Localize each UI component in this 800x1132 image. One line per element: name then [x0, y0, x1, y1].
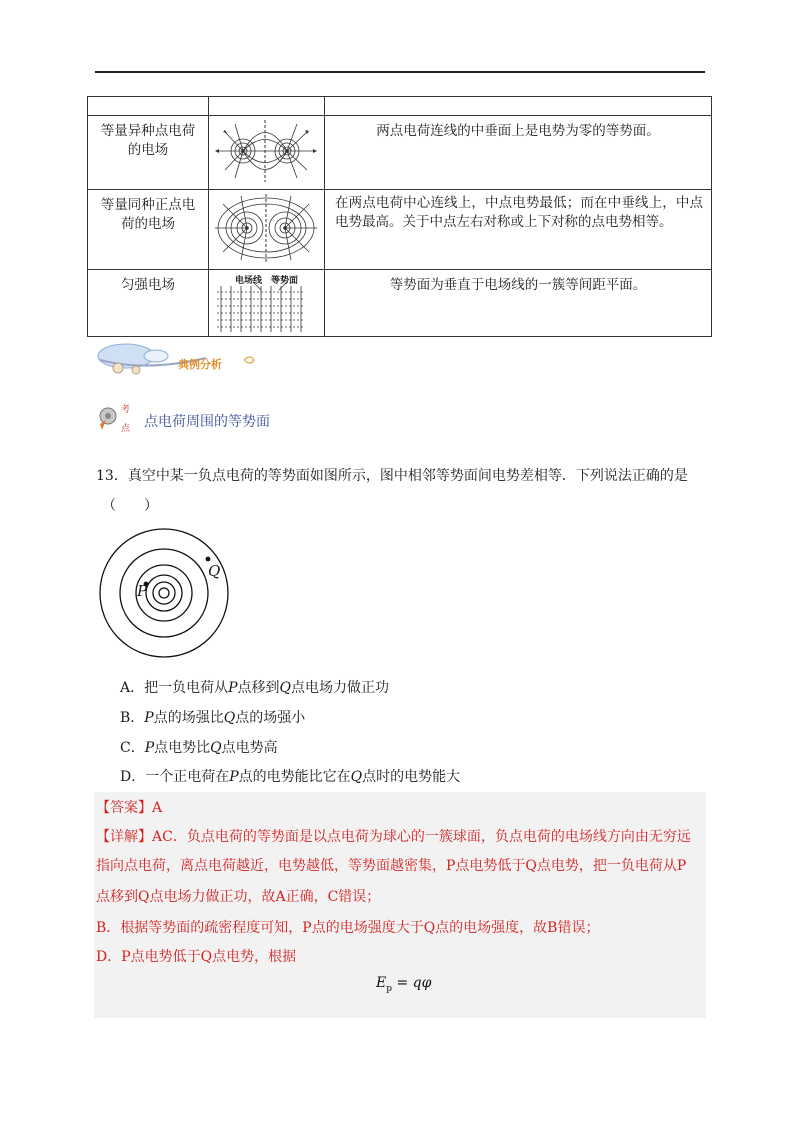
field-name-line: 等量同种正点电 — [100, 197, 196, 213]
kaodian-badge-bottom: 点 — [121, 424, 131, 434]
question-text: 真空中某一负点电荷的等势面如图所示，图中相邻等势面间电势差相等．下列说法正确的是 — [127, 468, 688, 484]
question-stem — [96, 461, 708, 521]
option-c[interactable]: C．P点电势比Q点电势高 — [120, 740, 278, 756]
point-q-label: Q — [208, 562, 221, 580]
field-name-cell — [88, 190, 209, 270]
table-row — [88, 190, 712, 270]
option-d[interactable]: D．一个正电荷在P点的电势能比它在Q点时的电势能大 — [120, 769, 461, 785]
option-b[interactable]: B．P点的场强比Q点的场强小 — [120, 710, 306, 726]
description-cell: 两点电荷连线的中垂面上是电势为零的等势面。 — [325, 116, 712, 190]
field-name-cell — [88, 116, 209, 190]
field-name-line: 荷的电场 — [121, 216, 175, 232]
description-cell: 等势面为垂直于电场线的一簇等间距平面。 — [325, 270, 712, 337]
question-number: 13． — [96, 468, 128, 484]
field-name-line: 等量异种点电荷 — [100, 123, 196, 139]
dipole-same-figure — [213, 192, 319, 264]
formula-lhs: E — [376, 975, 387, 991]
analysis-banner-icon — [96, 338, 276, 384]
figure-cell — [209, 190, 325, 270]
field-name-line: 的电场 — [127, 142, 169, 158]
point-p-label: P — [137, 582, 148, 600]
uniform-field-figure — [213, 272, 319, 334]
option-a[interactable]: A．把一负电荷从P点移到Q点电场力做正功 — [120, 680, 390, 696]
equipotential-figure — [96, 526, 246, 660]
answer-line: 【答案】A — [96, 800, 163, 816]
table-row — [88, 116, 712, 190]
formula-rhs: = qφ — [392, 975, 432, 991]
explain-line: B．根据等势面的疏密程度可知，P点的电场强度大于Q点的电场强度，故B错误； — [96, 920, 600, 936]
header-rule — [95, 71, 705, 73]
formula — [376, 975, 431, 994]
field-name-line: 匀强电场 — [121, 277, 175, 293]
explain-line: 指向点电荷，离点电荷越近，电势越低，等势面越密集，P点电势低于Q点电势，把一负电荷从P — [96, 858, 687, 874]
explain-line: D．P点电势低于Q点电势，根据 — [96, 949, 297, 965]
table-header-row — [88, 97, 712, 116]
figure-cell — [209, 270, 325, 337]
point-q-dot — [206, 557, 211, 562]
kaodian-badge-top: 考 — [121, 405, 131, 415]
kaodian-title: 点电荷周围的等势面 — [144, 414, 270, 430]
dipole-opposite-figure — [213, 118, 319, 184]
kaodian-badge-icon — [96, 400, 144, 436]
figure-cell — [209, 116, 325, 190]
description-cell: 在两点电荷中心连线上，中点电势最低；而在中垂线上，中点电势最高。关于中点左右对称或上下对称的点电势相等。 — [325, 190, 712, 270]
answer-blank: （ ） — [102, 498, 158, 514]
table-row — [88, 270, 712, 337]
figure-label-equipotential: 等势面 — [271, 276, 299, 286]
field-name-cell — [88, 270, 209, 337]
formula-subscript: p — [386, 983, 392, 994]
figure-label-field-line: 电场线 — [235, 276, 263, 286]
explain-line: 点移到Q点电场力做正功，故A正确，C错误； — [96, 889, 381, 905]
equipotential-table — [87, 96, 712, 337]
explain-line: 【详解】AC．负点电荷的等势面是以点电荷为球心的一簇球面，负点电荷的电场线方向由无穷远 — [96, 829, 691, 845]
svg-text:典例分析: 典例分析 — [178, 358, 222, 371]
